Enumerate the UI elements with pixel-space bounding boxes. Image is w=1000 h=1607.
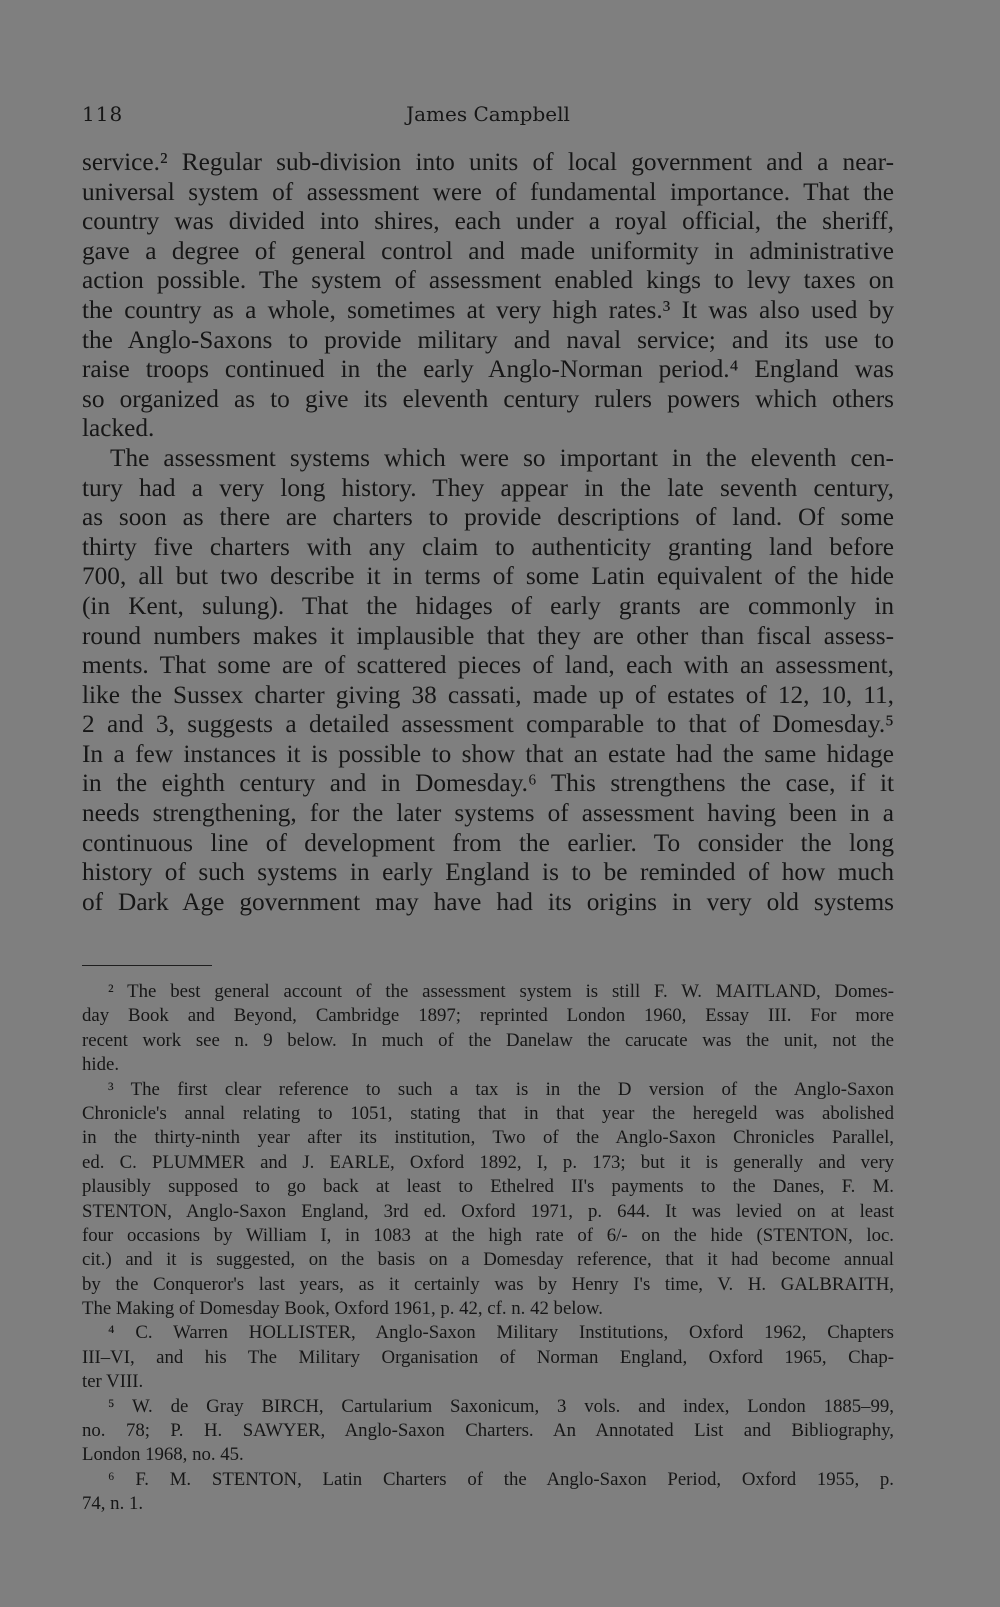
footnotes: [82, 980, 894, 1517]
body-line: continuous line of development from the earlier. To consider the long: [82, 828, 894, 857]
body-line: the country as a whole, sometimes at very high rates.³ It was also used by: [82, 295, 894, 324]
body-line: 700, all but two describe it in terms of some Latin equivalent of the hide: [82, 562, 894, 591]
body-line: country was divided into shires, each under a royal official, the sheriff,: [82, 207, 894, 236]
body-line: In a few instances it is possible to show that an estate had the same hidage: [82, 739, 894, 768]
body-line: round numbers makes it implausible that they are other than fiscal assess-: [82, 621, 894, 650]
body-line: (in Kent, sulung). That the hidages of early grants are commonly in: [82, 591, 894, 620]
body-line: thirty five charters with any claim to authenticity granting land before: [82, 532, 894, 561]
footnote-line: ed. C. PLUMMER and J. EARLE, Oxford 1892, I, p. 173; but it is generally and very: [82, 1151, 894, 1173]
footnote-line: four occasions by William I, in 1083 at the high rate of 6/- on the hide (STENTON, loc.: [82, 1224, 894, 1246]
body-line: history of such systems in early England is to be reminded of how much: [82, 858, 894, 887]
body-text: [82, 148, 894, 917]
running-head: James Campbell: [406, 102, 570, 126]
footnote-line: Chronicle's annal relating to 1051, stating that in that year the heregeld was abolished: [82, 1102, 894, 1124]
footnote-line: cit.) and it is suggested, on the basis on a Domesday reference, that it had become annual: [82, 1249, 894, 1271]
body-line: universal system of assessment were of fundamental importance. That the: [82, 177, 894, 206]
body-line: of Dark Age government may have had its origins in very old systems: [82, 887, 894, 916]
page-header: [82, 98, 894, 132]
page-number: 118: [82, 102, 124, 126]
footnote-line: III–VI, and his The Military Organisation of Norman England, Oxford 1965, Chap-: [82, 1346, 894, 1368]
body-line: lacked.: [82, 414, 155, 443]
body-line: gave a degree of general control and made uniformity in administrative: [82, 236, 894, 265]
footnote-line: by the Conqueror's last years, as it certainly was by Henry I's time, V. H. GALBRAITH,: [82, 1273, 894, 1295]
body-line: 2 and 3, suggests a detailed assessment comparable to that of Domesday.⁵: [82, 710, 894, 739]
footnote-line: ⁴ C. Warren HOLLISTER, Anglo-Saxon Military Institutions, Oxford 1962, Chapters: [108, 1322, 894, 1344]
footnote-line: London 1968, no. 45.: [82, 1444, 244, 1466]
body-line: service.² Regular sub-division into units of local government and a near-: [82, 148, 894, 176]
footnote-line: STENTON, Anglo-Saxon England, 3rd ed. Oxford 1971, p. 644. It was levied on at least: [82, 1200, 894, 1222]
body-line: needs strengthening, for the later systems of assessment having been in a: [82, 799, 894, 828]
body-line: tury had a very long history. They appear in the late seventh century,: [82, 473, 894, 502]
body-line: the Anglo-Saxons to provide military and naval service; and its use to: [82, 325, 894, 354]
footnote-line: The Making of Domesday Book, Oxford 1961, p. 42, cf. n. 42 below.: [82, 1298, 603, 1320]
footnote-line: hide.: [82, 1054, 120, 1076]
body-line: raise troops continued in the early Anglo-Norman period.⁴ England was: [82, 355, 894, 384]
body-line: as soon as there are charters to provide descriptions of land. Of some: [82, 503, 894, 532]
footnote-line: day Book and Beyond, Cambridge 1897; reprinted London 1960, Essay III. For more: [82, 1005, 894, 1027]
footnote-line: ³ The first clear reference to such a tax is in the D version of the Anglo-Saxon: [108, 1078, 894, 1100]
body-line: ments. That some are of scattered pieces of land, each with an assessment,: [82, 651, 894, 680]
footnote-line: 74, n. 1.: [82, 1493, 144, 1515]
body-line: so organized as to give its eleventh century rulers powers which others: [82, 384, 894, 413]
footnote-line: plausibly supposed to go back at least to Ethelred II's payments to the Danes, F. M.: [82, 1176, 894, 1198]
footnote-line: no. 78; P. H. SAWYER, Anglo-Saxon Charters. An Annotated List and Bibliography,: [82, 1420, 894, 1442]
footnote-rule: [82, 965, 212, 966]
footnote-line: recent work see n. 9 below. In much of the Danelaw the carucate was the unit, not the: [82, 1029, 894, 1051]
footnote-line: ⁶ F. M. STENTON, Latin Charters of the Anglo-Saxon Period, Oxford 1955, p.: [108, 1468, 894, 1490]
footnote-line: ² The best general account of the assessment system is still F. W. MAITLAND, Domes-: [108, 981, 894, 1002]
body-line: like the Sussex charter giving 38 cassati, made up of estates of 12, 10, 11,: [82, 680, 894, 709]
footnote-line: ⁵ W. de Gray BIRCH, Cartularium Saxonicum, 3 vols. and index, London 1885–99,: [108, 1395, 894, 1417]
footnote-line: ter VIII.: [82, 1371, 144, 1393]
body-line: The assessment systems which were so important in the eleventh cen-: [110, 443, 894, 472]
body-line: in the eighth century and in Domesday.⁶ This strengthens the case, if it: [82, 769, 894, 798]
body-line: action possible. The system of assessment enabled kings to levy taxes on: [82, 266, 894, 295]
footnote-line: in the thirty-ninth year after its institution, Two of the Anglo-Saxon Chronicles Parallel,: [82, 1127, 894, 1149]
